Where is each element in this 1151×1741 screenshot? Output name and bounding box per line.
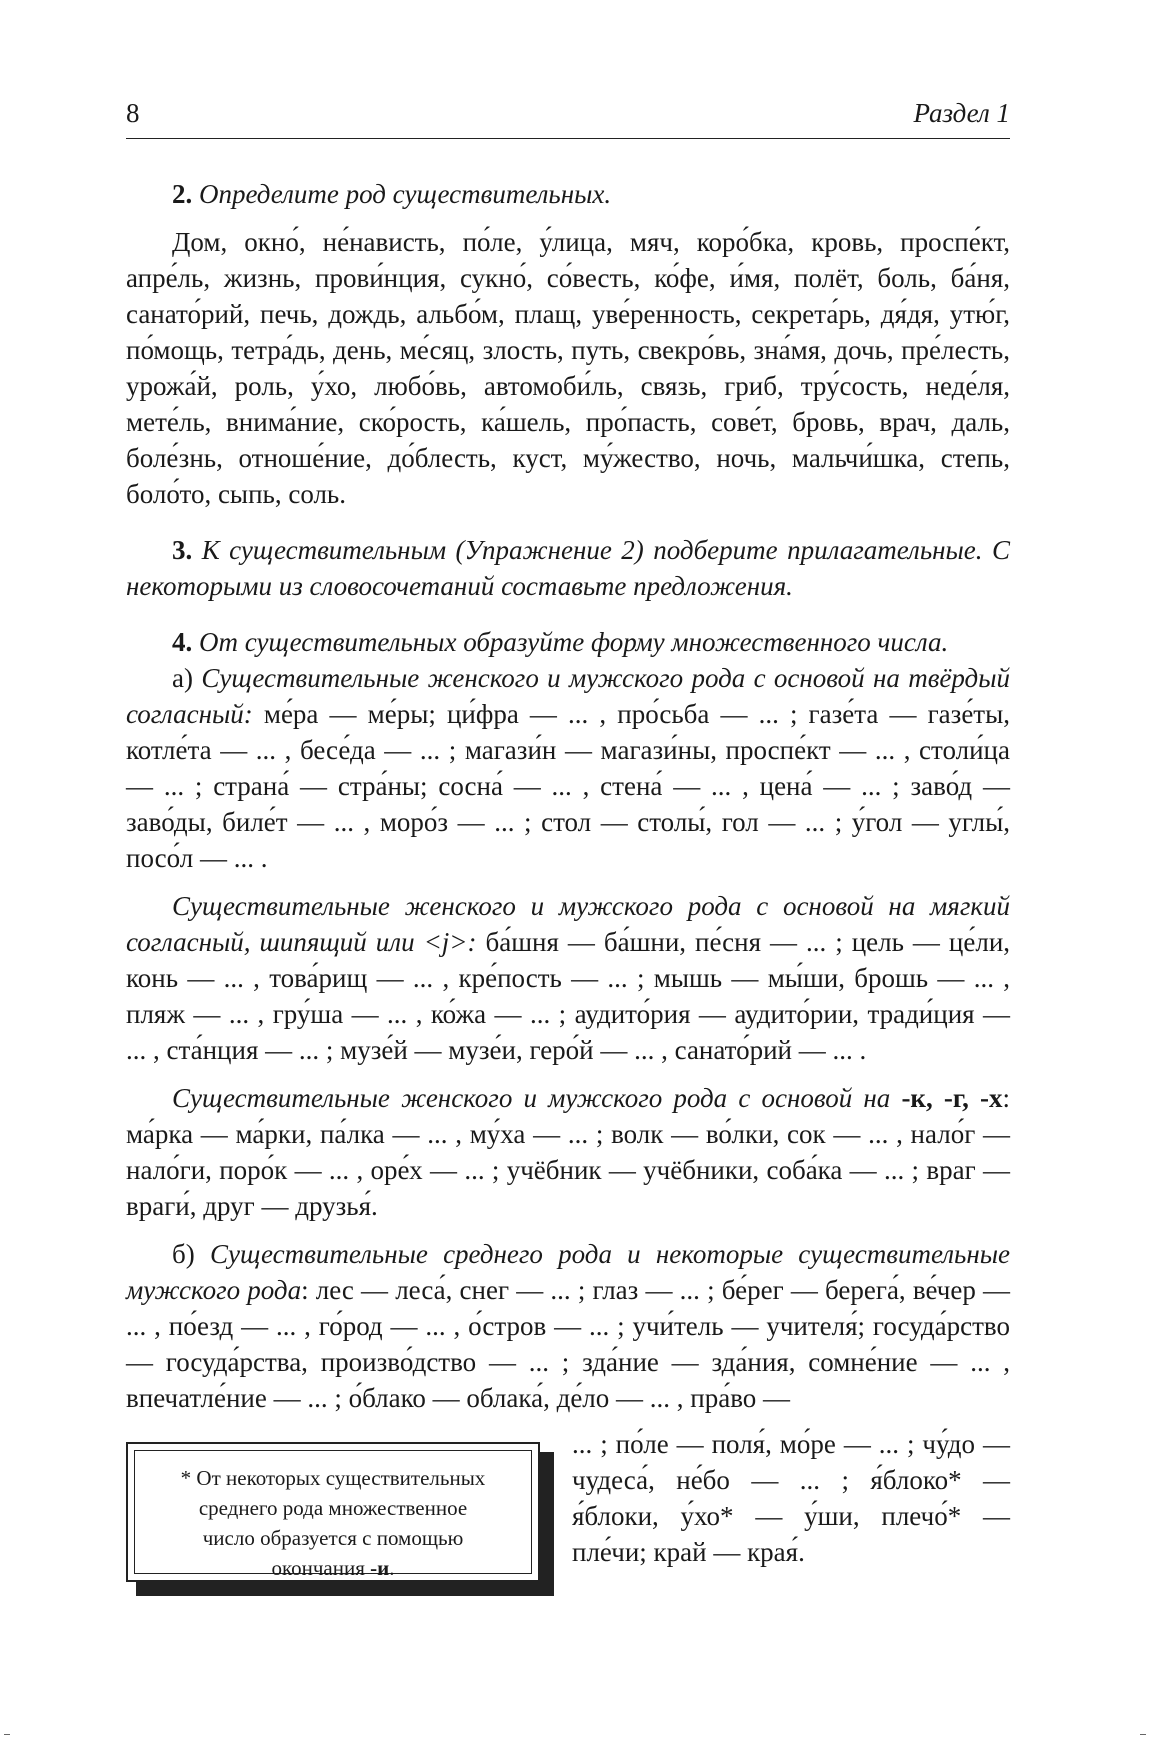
exercise-4-soft [126, 888, 1010, 1068]
footnote-line-4 [135, 1553, 531, 1583]
footnote-line-4-prefix: окончания [271, 1556, 365, 1580]
crop-mark-left [4, 1734, 10, 1735]
footnote-line-3: число образуется с помощью [202, 1526, 464, 1550]
exercise-4b-words: : лес — леса́, снег — ... ; глаз — ... ; бе́рег — берега́, ве́чер — ... , по́езд — ... , го́род — ... , о́стров — ... ; учи́тель — учителя́; госуда́рство — госуда́рства, произво́дство — ... ; зда́ние — зда́ния, сомне́ние — ... , впечатле́ние — ... ; о́блако — облака́, де́ло — ... , пра́во — [126, 1275, 1010, 1413]
page-body [126, 176, 1010, 1416]
footnote-box [126, 1442, 552, 1594]
exercise-4b-words-cont: ... ; по́ле — поля́, мо́ре — ... ; чу́до — чудеса́, не́бо — ... ; я́блоко* — я́блоки, у́хо* — у́ши, плечо́* — пле́чи; край — края́. [572, 1429, 1010, 1567]
exercise-4-instruction: От существительных образуйте форму множественного числа. [199, 627, 949, 657]
exercise-3-number: 3. [172, 535, 193, 565]
exercise-4-soft-words: ба́шня — ба́шни, пе́сня — ... ; цель — це́ли, конь — ... , това́рищ — ... , кре́пость — ... ; мышь — мы́ши, брошь — ... , пляж — ... , гру́ша — ... , ко́жа — ... ; аудито́рия — аудито́рии, тради́ция — ... , ста́нция — ... ; музе́й — музе́и, геро́й — ... , санато́рий — ... . [126, 927, 1011, 1065]
section-title: Раздел 1 [913, 98, 1010, 128]
footnote-box-frame [126, 1442, 540, 1582]
footnote-line-2: среднего рода множественное [198, 1496, 468, 1520]
exercise-4a-intro: Существительные женского и мужского рода с основой на твёрдый согласный: [126, 663, 1010, 729]
exercise-3-task [126, 532, 1010, 604]
exercise-2-words: Дом, окно́, не́нависть, по́ле, у́лица, мяч, коро́бка, кровь, проспе́кт, апре́ль, жизнь, прови́нция, сукно́, со́весть, ко́фе, и́мя, полёт, боль, ба́ня, санато́рий, печь, дождь, альбо́м, плащ, уве́ренность, секрета́рь, дя́дя, утю́г, по́мощь, тетра́дь, день, ме́сяц, злость, путь, свекро́вь, зна́мя, дочь, пре́лесть, урожа́й, роль, у́хо, любо́вь, автомоби́ль, связь, гриб, тру́сость, неде́ля, мете́ль, внима́ние, ско́рость, ка́шель, про́пасть, сове́т, бровь, врач, даль, боле́знь, отноше́ние, до́блесть, куст, му́жество, ночь, мальчи́шка, степь, боло́то, сыпь, соль. [126, 227, 1010, 509]
exercise-4-kgh-endings: -к, -г, -х [901, 1083, 1003, 1113]
page-number: 8 [126, 98, 140, 128]
exercise-4-kgh-words: : ма́рка — ма́рки, па́лка — ... , му́ха — ... ; волк — во́лки, сок — ... , нало́г — нало́ги, поро́к — ... , оре́х — ... ; учёбник — учёбники, соба́ка — ... ; враг — враги́, друг — друзья́. [126, 1083, 1011, 1221]
footnote-line-1: * От некоторых существительных [180, 1466, 486, 1490]
footnote-text [134, 1450, 532, 1580]
exercise-4b-continuation [572, 1426, 1010, 1570]
exercise-4-kgh [126, 1080, 1010, 1224]
exercise-2-instruction: Определите род существительных. [199, 179, 612, 209]
page-header [126, 98, 1010, 138]
exercise-4-number: 4. [172, 627, 193, 657]
exercise-4-task [126, 624, 1010, 660]
exercise-2-task [126, 176, 1010, 212]
exercise-4b-intro: Существительные среднего рода и некоторые существительные мужского рода [126, 1239, 1011, 1305]
exercise-4-soft-intro: Существительные женского и мужского рода с основой на мягкий согласный, шипящий или <j>: [126, 891, 1010, 957]
exercise-4a-words: ме́ра — ме́ры; ци́фра — ... , про́сьба — ... ; газе́та — газе́ты, котле́та — ... , бесе́да — ... ; магази́н — магази́ны, проспе́кт — ... , столи́ца — ... ; страна́ — стра́ны; сосна́ — ... , стена́ — ... , цена́ — ... ; заво́д — заво́ды, биле́т — ... , моро́з — ... ; стол — столы́, гол — ... ; у́гол — углы́, посо́л — ... . [126, 699, 1010, 873]
footnote-ending: -и [370, 1556, 390, 1580]
exercise-4b [126, 1236, 1010, 1416]
crop-mark-right [1140, 1734, 1146, 1735]
exercise-4a-label: а) [172, 663, 193, 693]
exercise-4-kgh-intro: Существительные женского и мужского рода с основой на [172, 1083, 891, 1113]
exercise-2-number: 2. [172, 179, 193, 209]
exercise-3-instruction: К существительным (Упражнение 2) подберите прилагательные. С некоторыми из словосочетаний составьте предложения. [126, 535, 1010, 601]
exercise-4b-label: б) [172, 1239, 195, 1269]
header-rule [126, 138, 1010, 139]
exercise-4a [126, 660, 1010, 876]
footnote-line-4-suffix: . [389, 1556, 395, 1580]
